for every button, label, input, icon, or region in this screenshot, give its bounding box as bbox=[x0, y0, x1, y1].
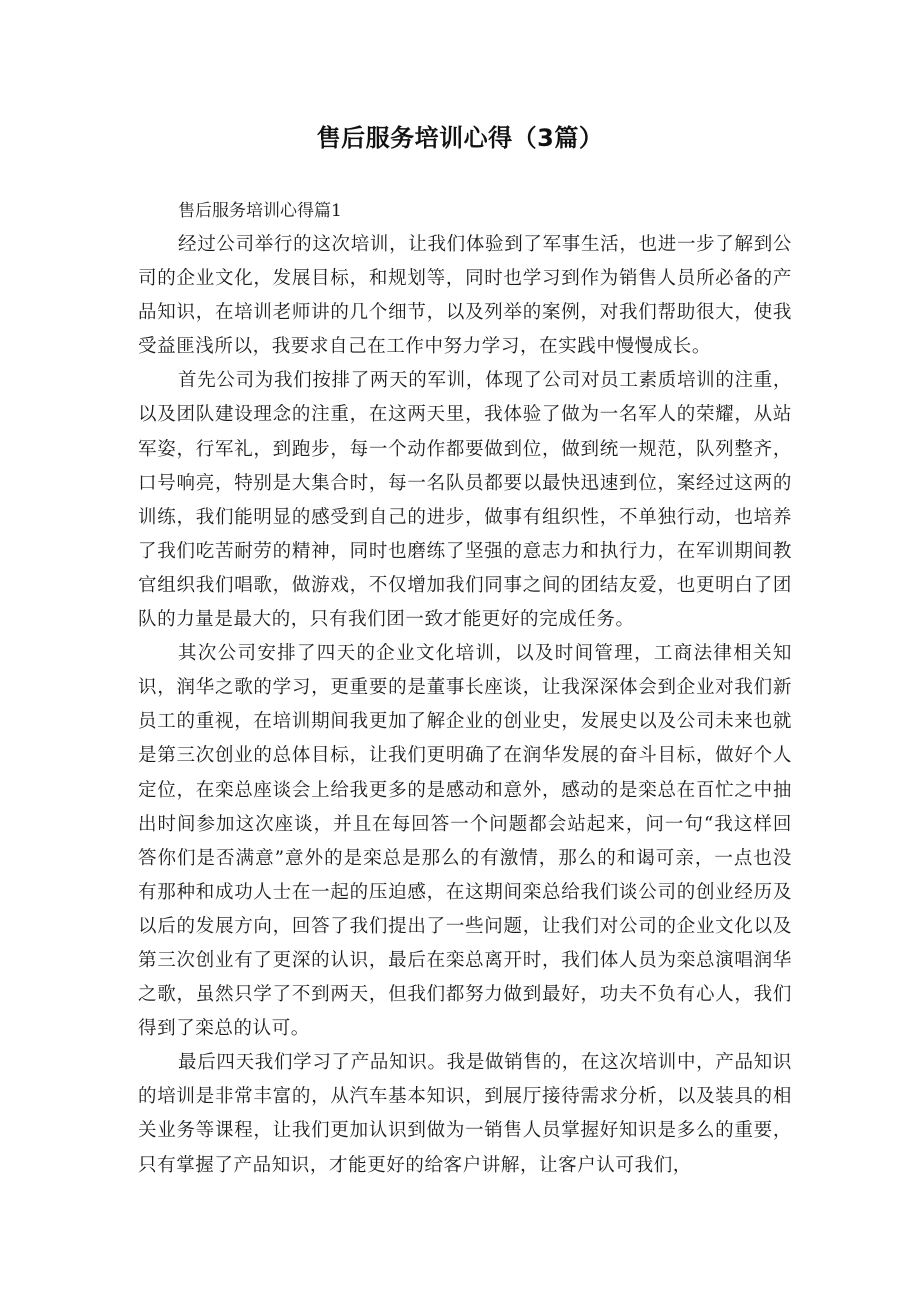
paragraph-2: 首先公司为我们按排了两天的军训，体现了公司对员工素质培训的注重，以及团队建设理念的注重，在这两天里，我体验了做为一名军人的荣耀，从站军姿，行军礼，到跑步，每一个动作都要做到位，做到统一规范，队列整齐，口号响亮，特别是大集合时，每一名队员都要以最快迅速到位，案经过这两的训练，我们能明显的感受到自己的进步，做事有组织性，不单独行动，也培养了我们吃苦耐劳的精神，同时也磨练了坚强的意志力和执行力，在军训期间教官组织我们唱歌，做游戏，不仅增加我们同事之间的团结友爱，也更明白了团队的力量是最大的，只有我们团一致才能更好的完成任务。 bbox=[138, 370, 792, 631]
section-heading: 售后服务培训心得篇1 bbox=[178, 201, 342, 221]
document-title: 售后服务培训心得（3篇） bbox=[316, 124, 604, 152]
paragraph-4: 最后四天我们学习了产品知识。我是做销售的，在这次培训中，产品知识的培训是非常丰富的，从汽车基本知识，到展厅接待需求分析，以及装具的相关业务等课程，让我们更加认识到做为一销售人员掌握好知识是多么的重要，只有掌握了产品知识，才能更好的给客户讲解，让客户认可我们， bbox=[138, 1052, 792, 1176]
paragraph-3: 其次公司安排了四天的企业文化培训，以及时间管理，工商法律相关知识，润华之歌的学习，更重要的是董事长座谈，让我深深体会到企业对我们新员工的重视，在培训期间我更加了解企业的创业史，发展史以及公司未来也就是第三次创业的总体目标，让我们更明确了在润华发展的奋斗目标，做好个人定位，在栾总座谈会上给我更多的是感动和意外，感动的是栾总在百忙之中抽出时间参加这次座谈，并且在每回答一个问题都会站起来，问一句“我这样回答你们是否满意”意外的是栾总是那么的有激情，那么的和谒可亲，一点也没有那种和成功人士在一起的压迫感，在这期间栾总给我们谈公司的创业经历及以后的发展方向，回答了我们提出了一些问题，让我们对公司的企业文化以及第三次创业有了更深的认识，最后在栾总离开时，我们体人员为栾总演唱润华之歌，虽然只学了不到两天，但我们都努力做到最好，功夫不负有心人，我们得到了栾总的认可。 bbox=[138, 643, 792, 1040]
document-body bbox=[138, 194, 792, 1183]
paragraph-1: 经过公司举行的这次培训，让我们体验到了军事生活，也进一步了解到公司的企业文化，发展目标，和规划等，同时也学习到作为销售人员所必备的产品知识，在培训老师讲的几个细节，以及列举的案例，对我们帮助很大，使我受益匪浅所以，我要求自己在工作中努力学习，在实践中慢慢成长。 bbox=[138, 234, 792, 358]
